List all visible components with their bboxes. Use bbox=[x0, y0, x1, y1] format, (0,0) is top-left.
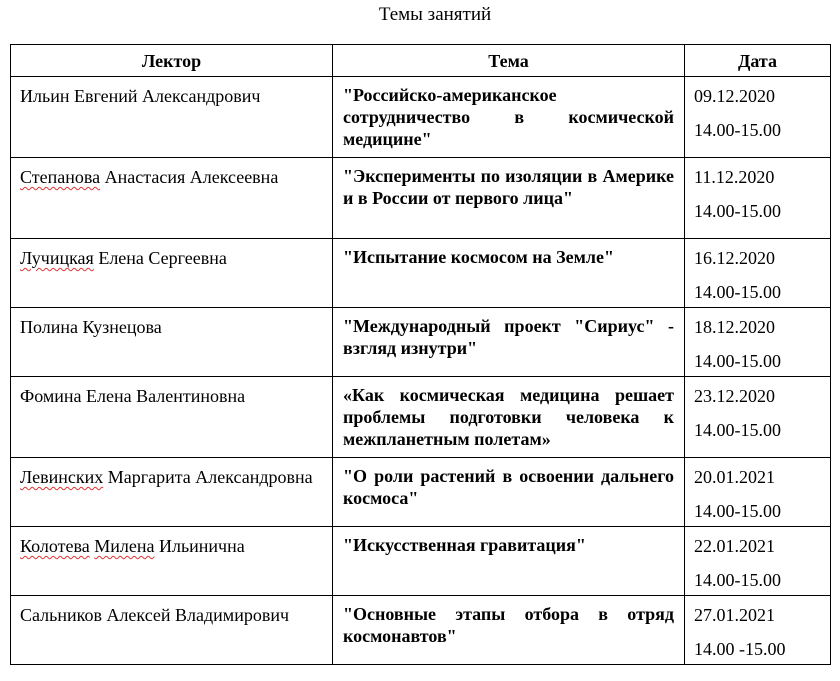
lecturer-name: Фомина Елена Валентиновна bbox=[20, 386, 246, 406]
topic-cell: "Основные этапы отбора в отряд космонавтов" bbox=[333, 596, 685, 665]
table-row bbox=[11, 596, 831, 665]
lecturer-surname: Степанова bbox=[20, 167, 101, 187]
column-header-lecturer: Лектор bbox=[11, 45, 333, 77]
topic-cell: «Как космическая медицина решает проблемы подготовки человека к межпланетным полетам» bbox=[333, 377, 685, 458]
table-row bbox=[11, 377, 831, 458]
lecturer-cell bbox=[11, 158, 333, 239]
lecturer-cell bbox=[11, 527, 333, 596]
table-row bbox=[11, 458, 831, 527]
schedule-table bbox=[10, 44, 831, 665]
table-row bbox=[11, 77, 831, 158]
date-cell bbox=[685, 458, 831, 527]
table-row bbox=[11, 158, 831, 239]
table-row bbox=[11, 527, 831, 596]
lecturer-given-names: Елена Сергеевна bbox=[93, 248, 227, 268]
date-value: 09.12.2020 bbox=[694, 86, 775, 106]
lecturer-cell bbox=[11, 308, 333, 377]
table-header-row bbox=[11, 45, 831, 77]
time-value: 14.00-15.00 bbox=[694, 570, 781, 590]
lecturer-surname: Колотева bbox=[20, 536, 90, 556]
lecturer-name: Сальников Алексей Владимирович bbox=[20, 605, 290, 625]
lecturer-cell bbox=[11, 77, 333, 158]
lecturer-first-name: Милена bbox=[94, 536, 155, 556]
date-cell bbox=[685, 77, 831, 158]
date-value: 22.01.2021 bbox=[694, 536, 775, 556]
date-value: 16.12.2020 bbox=[694, 248, 775, 268]
lecturer-cell bbox=[11, 596, 333, 665]
column-header-date: Дата bbox=[685, 45, 831, 77]
time-value: 14.00-15.00 bbox=[694, 120, 781, 140]
lecturer-name: Ильин Евгений Александрович bbox=[20, 86, 261, 106]
lecturer-cell bbox=[11, 377, 333, 458]
date-value: 23.12.2020 bbox=[694, 386, 775, 406]
lecturer-name: Полина Кузнецова bbox=[20, 317, 162, 337]
time-value: 14.00 -15.00 bbox=[694, 639, 786, 659]
date-value: 20.01.2021 bbox=[694, 467, 775, 487]
time-value: 14.00-15.00 bbox=[694, 351, 781, 371]
topic-cell: "Искусственная гравитация" bbox=[333, 527, 685, 596]
time-value: 14.00-15.00 bbox=[694, 420, 781, 440]
lecturer-patronymic: Ильинична bbox=[154, 536, 245, 556]
date-cell bbox=[685, 377, 831, 458]
topic-cell: "Международный проект "Сириус" - взгляд изнутри" bbox=[333, 308, 685, 377]
time-value: 14.00-15.00 bbox=[694, 501, 781, 521]
lecturer-given-names: Маргарита Александровна bbox=[103, 467, 313, 487]
date-cell bbox=[685, 596, 831, 665]
date-value: 11.12.2020 bbox=[694, 167, 775, 187]
lecturer-cell bbox=[11, 458, 333, 527]
document-title: Темы занятий bbox=[378, 4, 492, 25]
date-value: 27.01.2021 bbox=[694, 605, 775, 625]
lecturer-surname: Лучицкая bbox=[20, 248, 94, 268]
date-value: 18.12.2020 bbox=[694, 317, 775, 337]
topic-cell: "Эксперименты по изоляции в Америке и в России от первого лица" bbox=[333, 158, 685, 239]
topic-cell: "О роли растений в освоении дальнего космоса" bbox=[333, 458, 685, 527]
column-header-topic: Тема bbox=[333, 45, 685, 77]
topic-cell: "Испытание космосом на Земле" bbox=[333, 239, 685, 308]
table-row bbox=[11, 239, 831, 308]
lecturer-surname: Левинских bbox=[20, 467, 104, 487]
lecturer-cell bbox=[11, 239, 333, 308]
table-row bbox=[11, 308, 831, 377]
time-value: 14.00-15.00 bbox=[694, 282, 781, 302]
lecturer-given-names: Анастасия Алексеевна bbox=[100, 167, 279, 187]
topic-cell: "Российско-американское сотрудничество в космической медицине" bbox=[333, 77, 685, 158]
date-cell bbox=[685, 239, 831, 308]
date-cell bbox=[685, 308, 831, 377]
date-cell bbox=[685, 158, 831, 239]
date-cell bbox=[685, 527, 831, 596]
time-value: 14.00-15.00 bbox=[694, 201, 781, 221]
